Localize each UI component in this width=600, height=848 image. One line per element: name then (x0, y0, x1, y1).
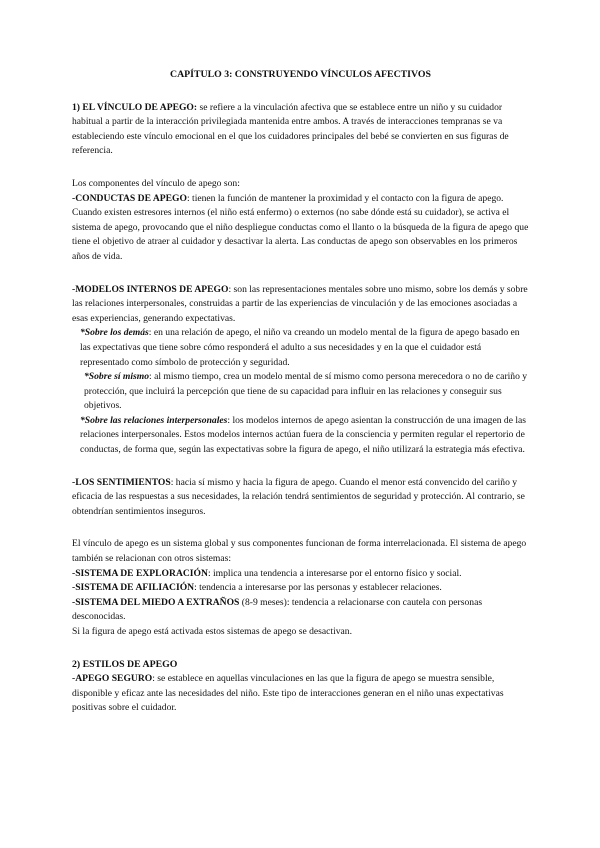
section-1-paragraph (72, 101, 529, 159)
afiliacion-label: -SISTEMA DE AFILIACIÓN (72, 582, 195, 594)
sentimientos-paragraph (72, 476, 529, 520)
conductas-text: : tienen la función de mantener la proximidad y el contacto con la figura de apego. Cuando existen estresores internos (el niño está enfermo) o externos (no sabe dónde está su cuidador), se activa el sistema de apego, provocando que el niño despliegue conductas como el llanto o la búsqueda de la figura de apego que tiene el objetivo de atraer al cuidador y desactivar la alerta. Las conductas de apego son observables en los primeros años de vida. (72, 192, 529, 262)
apego-seguro-text: : se establece en aquellas vinculaciones en las que la figura de apego se muestra sensible, disponible y eficaz ante las necesidades del niño. Este tipo de interacciones generan en el niño unas expectativas positivas sobre el cuidador. (72, 673, 504, 714)
exploracion-text: : implica una tendencia a interesarse por el entorno físico y social. (207, 567, 462, 579)
miedo-paragraph (72, 596, 529, 625)
miedo-text: (8-9 meses): tendencia a relacionarse con cautela con personas desconocidas. (72, 596, 483, 623)
modelos-demas-label: *Sobre los demás (80, 327, 149, 339)
exploracion-paragraph (72, 567, 529, 582)
modelos-paragraph (72, 283, 529, 327)
modelos-demas-text: : en una relación de apego, el niño va creando un modelo mental de la figura de apego basado en las expectativas que tiene sobre cómo responderá el adulto a sus necesidades y en la que el cuidador está representado como símbolo de protección y seguridad. (80, 327, 520, 368)
sentimientos-text: : hacia sí mismo y hacia la figura de apego. Cuando el menor está convencido del cariño y eficacia de las respuestas a sus necesidades, la relación tendrá sentimientos de seguridad y protección. Al contrario, se obtendrían sentimientos inseguros. (72, 476, 525, 517)
exploracion-label: -SISTEMA DE EXPLORACIÓN (72, 567, 208, 579)
afiliacion-paragraph (72, 581, 529, 596)
miedo-label: -SISTEMA DEL MIEDO A EXTRAÑOS (72, 596, 240, 608)
modelos-relaciones-text: : los modelos internos de apego asientan la construcción de una imagen de las relaciones interpersonales. Estos modelos internos actúan fuera de la consciencia y permiten regular el repertorio de conductas, de forma que, según las expectativas sobre la figura de apego, el niño utilizará la estrategia más efectiva. (80, 414, 527, 456)
modelos-text: : son las representaciones mentales sobre uno mismo, sobre los demás y sobre las relaciones interpersonales, construidas a partir de las experiencias de vinculación y de las emociones asociadas a esas experiencias, generando expectativas. (72, 283, 528, 324)
apego-seguro-paragraph (72, 672, 529, 716)
modelos-relaciones-label: *Sobre las relaciones interpersonales (80, 414, 228, 426)
modelos-relaciones-paragraph (72, 414, 529, 458)
modelos-mismo-label: *Sobre sí mismo (84, 371, 150, 383)
section-1-text: se refiere a la vinculación afectiva que se establece entre un niño y su cuidador habitual a partir de la interacción privilegiada mantenida entre ambos. A través de interacciones tempranas se va estableciendo este vínculo emocional en el que los cuidadores principales del bebé se convierten en sus figuras de referencia. (72, 101, 509, 157)
apego-seguro-label: -APEGO SEGURO (72, 673, 153, 685)
modelos-demas-paragraph (72, 326, 529, 370)
afiliacion-text: : tendencia a interesarse por las personas y establecer relaciones. (194, 582, 442, 594)
modelos-label: -MODELOS INTERNOS DE APEGO (72, 283, 229, 295)
global-intro: El vínculo de apego es un sistema global y sus componentes funcionan de forma interrelacionada. El sistema de apego también se relacionan con otros sistemas: (72, 538, 527, 565)
global-closing: Si la figura de apego está activada estos sistemas de apego se desactivan. (72, 626, 352, 637)
components-intro: Los componentes del vínculo de apego son: (72, 177, 240, 189)
section-1-heading: 1) EL VÍNCULO DE APEGO: (72, 101, 198, 113)
conductas-paragraph (72, 192, 529, 265)
conductas-label: -CONDUCTAS DE APEGO (72, 192, 187, 204)
chapter-title: CAPÍTULO 3: CONSTRUYENDO VÍNCULOS AFECTIVOS (170, 69, 431, 80)
section-2-heading: 2) ESTILOS DE APEGO (72, 658, 178, 670)
sentimientos-label: -LOS SENTIMIENTOS (72, 476, 171, 488)
modelos-mismo-text: : al mismo tiempo, crea un modelo mental de sí mismo como persona merecedora o no de cariño y protección, que incluirá la percepción que tiene de su capacidad para influir en las relaciones y conseguir sus objetivos. (84, 371, 528, 412)
modelos-mismo-paragraph (72, 370, 529, 414)
